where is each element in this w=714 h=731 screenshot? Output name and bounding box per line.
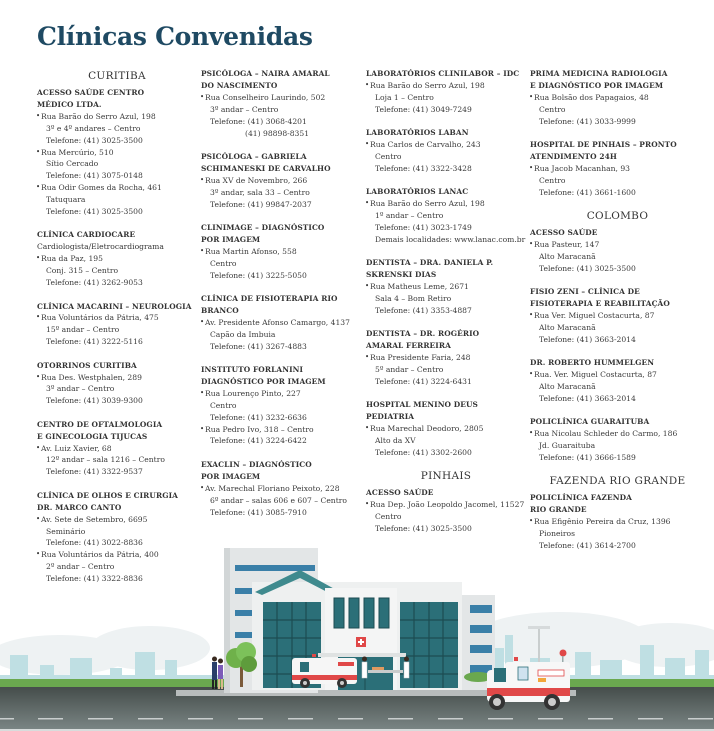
phone-number: Telefone: (41) 3033-9999 xyxy=(539,116,636,126)
bullet-icon: • xyxy=(529,163,534,172)
clinic-name: SKRENSKI DIAS xyxy=(366,270,437,280)
clinic-location xyxy=(201,317,361,353)
clinic-name: CLINIMAGE – DIAGNÓSTICO xyxy=(201,222,325,232)
address-detail: Sala 4 – Bom Retiro xyxy=(375,294,452,303)
bullet-icon: • xyxy=(365,424,370,433)
clinic-entry xyxy=(530,139,705,199)
clinic-location xyxy=(37,372,197,408)
phone-number-secondary: (41) 98898-8351 xyxy=(245,128,310,138)
phone-number: Telefone: (41) 99847-2037 xyxy=(210,199,312,209)
phone-number: Telefone: (41) 3661-1600 xyxy=(539,187,636,197)
clinic-name: ATENDIMENTO 24H xyxy=(530,151,617,161)
clinic-entry xyxy=(201,293,361,353)
address: Rua XV de Novembro, 266 xyxy=(205,175,308,185)
bullet-icon: • xyxy=(529,370,534,379)
bullet-icon: • xyxy=(529,311,534,319)
address: Av. Sete de Setembro, 6695 xyxy=(41,514,148,524)
address-detail: 5º andar – Centro xyxy=(375,365,444,375)
clinic-name: PSICÓLOGA – GABRIELA xyxy=(201,151,307,161)
phone-number: Telefone: (41) 3023-1749 xyxy=(375,222,472,232)
address-detail: Centro xyxy=(210,258,237,268)
phone-number: Telefone: (41) 3232-6636 xyxy=(210,412,307,422)
address: Rua Pasteur, 147 xyxy=(534,239,600,249)
clinic-location xyxy=(530,310,705,346)
phone-number: Telefone: (41) 3025-3500 xyxy=(46,135,143,145)
city-heading: FAZENDA RIO GRANDE xyxy=(549,475,686,488)
phone-number: Telefone: (41) 3353-4887 xyxy=(375,305,472,315)
phone-number: Telefone: (41) 3225-5050 xyxy=(210,270,307,280)
bullet-icon: • xyxy=(36,254,41,263)
phone-number: Telefone: (41) 3068-4201 xyxy=(210,116,307,126)
no-parking-sign xyxy=(560,650,567,657)
bullet-icon: • xyxy=(529,239,534,248)
address: Rua Efigênio Pereira da Cruz, 1396 xyxy=(534,517,671,527)
clinic-name: CLÍNICA DE FISIOTERAPIA RIO xyxy=(201,294,338,303)
address-detail: 15º andar – Centro xyxy=(46,325,120,335)
address-detail: Centro xyxy=(539,104,566,114)
clinic-location xyxy=(530,428,705,464)
clinic-name: POR IMAGEM xyxy=(201,234,261,244)
address: Av. Luiz Xavier, 68 xyxy=(41,443,112,453)
bullet-icon: • xyxy=(365,80,370,89)
clinic-name: MÉDICO LTDA. xyxy=(37,99,102,109)
clinic-entry xyxy=(366,68,526,116)
phone-number: Telefone: (41) 3224-6431 xyxy=(375,376,472,386)
clinic-name: HOSPITAL MENINO DEUS xyxy=(366,400,478,410)
phone-number: Telefone: (41) 3322-8836 xyxy=(46,574,143,584)
address: Rua Martin Afonso, 558 xyxy=(205,246,297,256)
address-detail: Conj. 315 – Centro xyxy=(46,266,119,276)
bullet-icon: • xyxy=(365,500,370,509)
clinic-name: DENTISTA – DR. ROGÉRIO xyxy=(366,329,480,339)
address: Av. Marechal Floriano Peixoto, 228 xyxy=(205,483,340,493)
address: Rua Mercúrio, 510 xyxy=(41,147,114,157)
clinic-location xyxy=(37,443,197,479)
clinic-name: DR. MARCO CANTO xyxy=(37,502,122,512)
address: Rua Barão do Serro Azul, 198 xyxy=(370,199,485,209)
phone-number: Telefone: (41) 3663-2014 xyxy=(539,393,636,403)
clinic-location xyxy=(366,80,526,116)
clinic-entry xyxy=(530,357,705,405)
clinic-location xyxy=(37,312,197,348)
phone-number: Telefone: (41) 3322-3428 xyxy=(375,163,472,173)
address-detail: Centro xyxy=(375,512,402,522)
address: Rua Bolsão dos Papagaios, 48 xyxy=(534,92,649,102)
address-detail: Capão da Imbuia xyxy=(210,329,276,339)
bullet-icon: • xyxy=(529,517,534,526)
bullet-icon: • xyxy=(36,147,41,156)
clinic-entry xyxy=(37,87,197,218)
bullet-icon: • xyxy=(200,388,205,397)
address: Rua Carlos de Carvalho, 243 xyxy=(370,140,481,150)
address: Rua Des. Westphalen, 289 xyxy=(41,372,142,382)
clinic-entry xyxy=(37,360,197,408)
clinic-location xyxy=(201,175,361,211)
address: Rua Jacob Macanhan, 93 xyxy=(534,163,630,173)
phone-number: Telefone: (41) 3614-2700 xyxy=(539,541,636,551)
clinic-location xyxy=(366,139,526,175)
address: Rua Conselheiro Laurindo, 502 xyxy=(205,92,326,102)
clinic-name: LABORATÓRIOS LANAC xyxy=(366,187,469,197)
phone-number: Telefone: (41) 3302-2600 xyxy=(375,447,472,457)
address-detail: Centro xyxy=(539,175,566,185)
clinic-name: ACESSO SAÚDE xyxy=(366,488,434,498)
clinic-name: DIAGNÓSTICO POR IMAGEM xyxy=(201,376,326,386)
bullet-icon: • xyxy=(200,246,205,255)
clinic-name: DO NASCIMENTO xyxy=(201,80,278,90)
address: Rua Ver. Miguel Costacurta, 87 xyxy=(534,311,655,320)
hospital-illustration xyxy=(0,540,714,731)
clinic-entry xyxy=(530,227,705,275)
address-detail: Pioneiros xyxy=(539,529,576,539)
clinic-location xyxy=(366,352,526,388)
address: Av. Presidente Afonso Camargo, 4137 xyxy=(205,317,350,327)
bullet-icon: • xyxy=(365,199,370,208)
clinic-entry xyxy=(366,328,526,388)
phone-number: Telefone: (41) 3025-3500 xyxy=(539,263,636,273)
clinic-specialty: Cardiologista/Eletrocardiograma xyxy=(37,242,164,252)
clinic-entry xyxy=(530,286,705,346)
address-detail: 1º andar – Centro xyxy=(375,211,444,221)
address-detail: Alto Maracanã xyxy=(539,382,596,392)
website-note[interactable]: Demais localidades: www.lanac.com.br xyxy=(375,234,526,244)
address-detail: 3º andar – Centro xyxy=(46,384,115,394)
address-detail: 12º andar – sala 1216 – Centro xyxy=(46,455,165,465)
clinic-entry xyxy=(201,222,361,282)
clinic-location xyxy=(201,92,361,140)
address-detail: 3º andar, sala 33 – Centro xyxy=(210,187,310,197)
clinic-location xyxy=(201,483,361,519)
clinic-name: PSICÓLOGA – NAIRA AMARAL xyxy=(201,69,330,78)
column-3 xyxy=(366,68,526,547)
address: Rua Matheus Leme, 2671 xyxy=(370,282,469,292)
address: Rua Barão do Serro Azul, 198 xyxy=(41,111,156,121)
phone-number: Telefone: (41) 3322-9537 xyxy=(46,467,143,477)
ambulance-small xyxy=(292,654,357,688)
phone-number: Telefone: (41) 3025-3500 xyxy=(46,207,143,217)
clinic-name: INSTITUTO FORLANINI xyxy=(201,365,304,375)
address: Rua Voluntários da Pátria, 400 xyxy=(41,550,159,560)
address: Rua Barão do Serro Azul, 198 xyxy=(370,80,485,90)
clinic-entry xyxy=(530,416,705,464)
clinic-entry xyxy=(366,399,526,459)
clinic-location xyxy=(366,198,526,246)
clinic-location xyxy=(37,147,197,183)
bullet-icon: • xyxy=(200,483,205,492)
bullet-icon: • xyxy=(36,443,41,452)
address: Rua Nicolau Schleder do Carmo, 186 xyxy=(534,429,678,439)
clinic-entry xyxy=(366,257,526,317)
bullet-icon: • xyxy=(200,175,205,184)
bullet-icon: • xyxy=(36,111,41,120)
clinic-name: HOSPITAL DE PINHAIS – PRONTO xyxy=(530,140,677,150)
clinic-location xyxy=(366,423,526,459)
clinic-name: POR IMAGEM xyxy=(201,471,261,481)
clinic-name: CLÍNICA CARDIOCARE xyxy=(37,230,136,240)
address-detail: Alto da XV xyxy=(375,436,416,446)
city-heading: COLOMBO xyxy=(586,210,649,223)
page-title: Clínicas Convenidas xyxy=(37,22,313,51)
address: Rua Odir Gomes da Rocha, 461 xyxy=(41,183,162,193)
address-detail: 6º andar – salas 606 e 607 – Centro xyxy=(210,495,347,505)
clinic-entry xyxy=(201,151,361,211)
address-detail: Alto Maracanã xyxy=(539,322,596,332)
phone-number: Telefone: (41) 3075-0148 xyxy=(46,171,143,181)
address-detail: 3º andar – Centro xyxy=(210,104,279,114)
clinic-name: DR. ROBERTO HUMMELGEN xyxy=(530,358,655,368)
clinic-name: DENTISTA – DRA. DANIELA P. xyxy=(366,258,494,268)
column-1 xyxy=(37,68,197,597)
bullet-icon: • xyxy=(36,183,41,192)
bullet-icon: • xyxy=(36,550,41,559)
address-detail: Centro xyxy=(375,151,402,161)
phone-number: Telefone: (41) 3085-7910 xyxy=(210,507,307,517)
clinic-name: LABORATÓRIOS LABAN xyxy=(366,128,469,138)
bullet-icon: • xyxy=(365,140,370,149)
address-detail: Jd. Guaraituba xyxy=(539,441,596,451)
clinic-entry xyxy=(366,127,526,175)
clinic-entry xyxy=(201,364,361,447)
clinic-location xyxy=(201,388,361,424)
clinic-name: CENTRO DE OFTALMOLOGIA xyxy=(37,419,163,429)
address-detail: Sítio Cercado xyxy=(46,159,99,169)
clinic-location xyxy=(530,239,705,275)
clinic-name: FISIO ZENI – CLÍNICA DE xyxy=(530,287,640,297)
clinic-entry xyxy=(366,487,526,535)
bullet-icon: • xyxy=(36,313,41,322)
address: Rua Marechal Deodoro, 2805 xyxy=(370,424,484,434)
address-detail: Tatuquara xyxy=(46,195,86,205)
address: Rua Pedro Ivo, 318 – Centro xyxy=(205,424,314,434)
road-markings xyxy=(0,718,713,720)
clinic-name: EXACLIN – DIAGNÓSTICO xyxy=(201,459,312,469)
phone-number: Telefone: (41) 3022-8836 xyxy=(46,538,143,548)
column-4 xyxy=(530,68,705,564)
clinic-location xyxy=(37,253,197,289)
clinic-name: AMARAL FERREIRA xyxy=(366,341,451,351)
address: Rua da Paz, 195 xyxy=(41,254,103,264)
clinic-name: POLICLÍNICA GUARAITUBA xyxy=(530,417,650,427)
phone-number: Telefone: (41) 3039-9300 xyxy=(46,396,143,406)
address-detail: 3º e 4º andares – Centro xyxy=(46,123,141,133)
clinic-entry xyxy=(37,229,197,289)
clinic-name: E DIAGNÓSTICO POR IMAGEM xyxy=(530,80,664,90)
clinic-location xyxy=(37,182,197,218)
address-detail: Seminário xyxy=(46,526,86,536)
clinic-location xyxy=(530,92,705,128)
clinic-name: POLICLÍNICA FAZENDA xyxy=(530,493,632,503)
clinic-name: LABORATÓRIOS CLINILABOR – IDC xyxy=(366,69,520,78)
phone-number: Telefone: (41) 3025-3500 xyxy=(375,524,472,534)
clinic-name: FISIOTERAPIA E REABILITAÇÃO xyxy=(530,299,670,309)
phone-number: Telefone: (41) 3267-4883 xyxy=(210,341,307,351)
clinic-name: SCHIMANESKI DE CARVALHO xyxy=(201,163,331,173)
bullet-icon: • xyxy=(200,92,205,101)
bullet-icon: • xyxy=(200,317,205,326)
address: Rua Voluntários da Pátria, 475 xyxy=(41,313,159,323)
clinic-location xyxy=(366,499,526,535)
clinic-name: RIO GRANDE xyxy=(530,505,587,515)
clinic-location xyxy=(366,281,526,317)
clinic-name: BRANCO xyxy=(201,305,239,315)
clinic-entry xyxy=(530,68,705,128)
clinic-entry xyxy=(37,301,197,349)
clinic-name: OTORRINOS CURITIBA xyxy=(37,360,137,370)
address: Rua Lourenço Pinto, 227 xyxy=(205,388,301,398)
clinic-name: CLÍNICA MACARINI – NEUROLOGIA xyxy=(37,301,192,311)
clinic-location xyxy=(201,424,361,448)
clinic-location xyxy=(530,163,705,199)
clinic-location xyxy=(201,246,361,282)
phone-number: Telefone: (41) 3262-9053 xyxy=(46,278,143,288)
clinic-name: CLÍNICA DE OLHOS E CIRURGIA xyxy=(37,490,178,500)
phone-number: Telefone: (41) 3663-2014 xyxy=(539,334,636,344)
address: Rua Dep. João Leopoldo Jacomel, 11527 xyxy=(370,500,525,510)
clinic-name: PRIMA MEDICINA RADIOLOGIA xyxy=(530,69,668,78)
clinic-name: E GINECOLOGIA TIJUCAS xyxy=(37,431,148,441)
phone-number: Telefone: (41) 3222-5116 xyxy=(46,337,143,347)
clinic-entry xyxy=(201,459,361,519)
clinic-location xyxy=(37,111,197,147)
phone-number: Telefone: (41) 3224-6422 xyxy=(210,436,307,446)
clinic-location xyxy=(530,369,705,405)
bullet-icon: • xyxy=(529,92,534,101)
phone-number: Telefone: (41) 3049-7249 xyxy=(375,104,472,114)
bullet-icon: • xyxy=(365,282,370,291)
bullet-icon: • xyxy=(36,372,41,381)
bullet-icon: • xyxy=(200,424,205,433)
city-heading: CURITIBA xyxy=(88,70,146,82)
address: Rua Presidente Faria, 248 xyxy=(370,353,471,363)
clinic-entry xyxy=(201,68,361,139)
phone-number: Telefone: (41) 3666-1589 xyxy=(539,453,636,463)
address-detail: Centro xyxy=(210,400,237,410)
address: Rua. Ver. Miguel Costacurta, 87 xyxy=(534,370,657,380)
clinic-entry xyxy=(37,419,197,479)
address-detail: Loja 1 – Centro xyxy=(375,92,434,102)
address-detail: 2º andar – Centro xyxy=(46,562,115,572)
bullet-icon: • xyxy=(529,429,534,438)
bullet-icon: • xyxy=(36,514,41,523)
column-2 xyxy=(201,68,361,530)
address-detail: Alto Maracanã xyxy=(539,251,596,261)
bullet-icon: • xyxy=(365,353,370,362)
city-heading: PINHAIS xyxy=(420,470,472,483)
clinic-name: PEDIATRIA xyxy=(366,412,415,422)
clinic-name: ACESSO SAÚDE CENTRO xyxy=(37,88,145,97)
clinic-entry xyxy=(366,186,526,246)
clinic-name: ACESSO SAÚDE xyxy=(530,228,598,238)
